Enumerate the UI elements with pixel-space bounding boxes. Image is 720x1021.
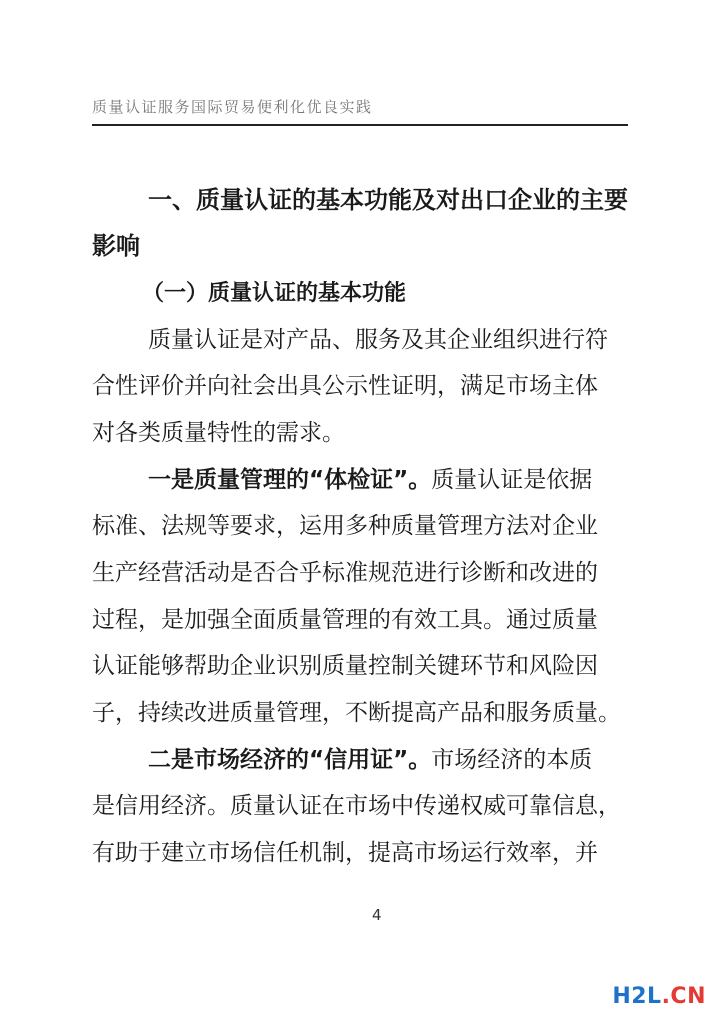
paragraph-lead: 二是市场经济的“信用证”。 [148,747,432,773]
paragraph-line: 质量认证是对产品、服务及其企业组织进行符 [148,327,608,353]
paragraph-line: 生产经营活动是否合乎标准规范进行诊断和改进的 [92,560,598,586]
paragraph-line: 有助于建立市场信任机制，提高市场运行效率，并 [92,840,598,866]
paragraph-line [148,460,592,500]
paragraph-line: 过程，是加强全面质量管理的有效工具。通过质量 [92,607,598,633]
site-watermark: H2L.CN [612,984,706,1009]
header-rule [92,124,628,126]
paragraph-text: 质量认证是依据 [431,467,593,493]
paragraph-line: 认证能够帮助企业识别质量控制关键环节和风险因 [92,653,598,679]
running-header: 质量认证服务国际贸易便利化优良实践 [92,98,373,116]
paragraph-line: 子，持续改进质量管理，不断提高产品和服务质量。 [92,700,621,726]
paragraph-line: 标准、法规等要求，运用多种质量管理方法对企业 [92,513,598,539]
paragraph-line: 对各类质量特性的需求。 [92,420,345,446]
paragraph-line [148,740,592,780]
subsection-heading: （一）质量认证的基本功能 [142,281,407,306]
paragraph-line: 是信用经济。质量认证在市场中传递权威可靠信息， [92,793,621,819]
paragraph-text: 市场经济的本质 [431,747,593,773]
section-heading-line-1: 一、质量认证的基本功能及对出口企业的主要 [148,186,628,214]
paragraph-line: 合性评价并向社会出具公示性证明，满足市场主体 [92,373,598,399]
paragraph-lead: 一是质量管理的“体检证”。 [148,467,432,493]
section-heading-line-2: 影响 [92,232,140,260]
page-number: 4 [372,906,382,924]
